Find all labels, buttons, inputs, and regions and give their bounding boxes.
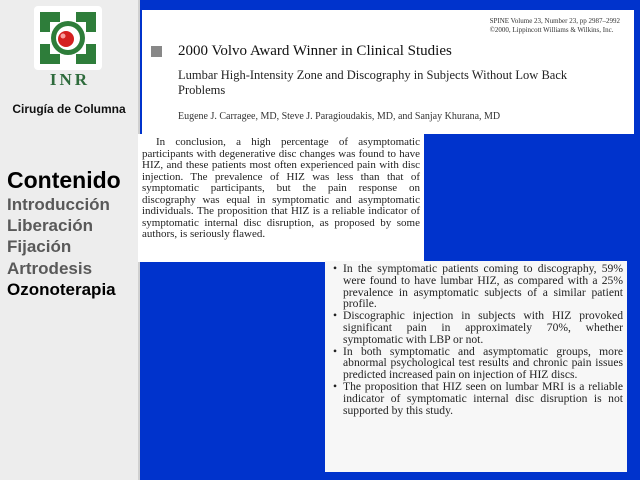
finding-item: • Discographic injection in subjects with HIZ provoked significant pain in approximately 70%, whether symptomatic with LBP or not. [343,310,623,345]
menu-item-liberacion[interactable]: Liberación [7,216,93,235]
finding-item: • In both symptomatic and asymptomatic groups, more abnormal psychological test results and chronic pain issues predicted increased pain on injection of HIZ discs. [343,346,623,381]
article-subtitle: Lumbar High-Intensity Zone and Discography in Subjects Without Low Back Problems [178,68,568,97]
findings-excerpt [325,261,627,472]
award-title: 2000 Volvo Award Winner in Clinical Studies [178,43,452,59]
article-header [142,10,634,134]
menu-item-artrodesis[interactable]: Artrodesis [7,259,93,278]
finding-item: • In the symptomatic patients coming to discography, 59% were found to have lumbar HIZ, as compared with a 25% prevalence in asymptomatic subjects of a similar patient profile. [343,263,623,310]
finding-item: • The proposition that HIZ seen on lumbar MRI is a reliable indicator of symptomatic internal disc disruption is not supported by this study. [343,381,623,416]
menu-item-fijacion[interactable]: Fijación [7,237,72,256]
conclusion-excerpt: In conclusion, a high percentage of asymptomatic participants with degenerative disc changes was found to have HIZ, and these patients most often experienced pain with disc injection. The prevalence of HIZ was less than that of symptomatic participants, but the pain response on discography was equal in symptomatic and asymptomatic individuals. The proposition that HIZ is a reliable indicator of symptomatic internal disc disruption, as proposed by some authors, is seriously flawed. [138,134,424,262]
department-label: Cirugía de Columna [12,102,126,116]
journal-line-1: SPINE Volume 23, Number 23, pp 2987–2992 [489,17,620,25]
section-square-icon [151,46,162,57]
journal-citation [490,17,620,35]
article-authors: Eugene J. Carragee, MD, Steve J. Paragioudakis, MD, and Sanjay Khurana, MD [178,111,501,122]
sidebar [0,0,140,480]
menu-item-ozonoterapia[interactable]: Ozonoterapia [7,280,116,299]
contents-heading: Contenido [7,167,121,193]
menu-item-introduccion[interactable]: Introducción [7,195,110,214]
logo-text: INR [49,70,91,89]
journal-line-2: ©2000, Lippincott Williams & Wilkins, Inc. [489,26,614,34]
